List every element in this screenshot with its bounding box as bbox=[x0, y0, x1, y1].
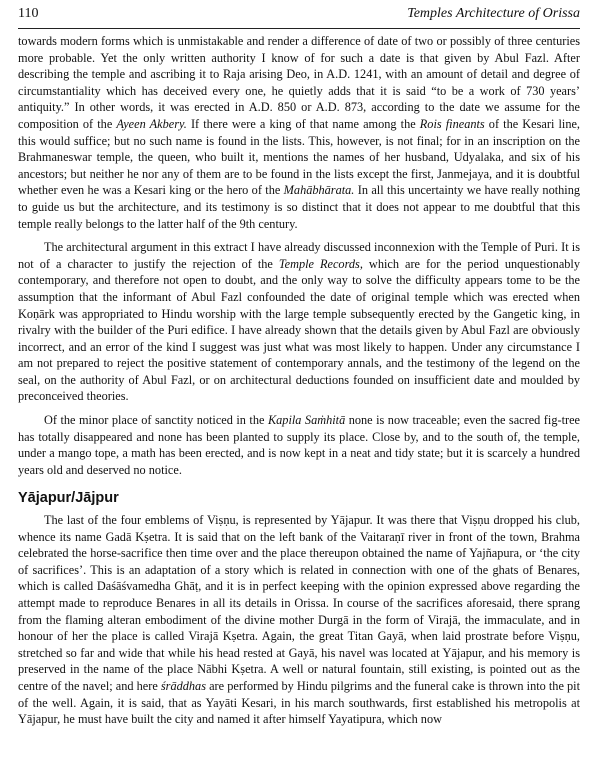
italic-text: Ayeen Akbery. bbox=[116, 116, 187, 131]
section-heading: Yājapur/Jājpur bbox=[18, 490, 119, 507]
running-head: Temples Architecture of Orissa bbox=[407, 6, 580, 21]
italic-text: Temple Records, bbox=[278, 256, 363, 271]
italic-text: Kapila Saṁhitā bbox=[267, 413, 346, 428]
page-body bbox=[18, 33, 580, 735]
text-run: The last of the four emblems of Viṣṇu, is represented by Yājapur. It was there that Viṣṇu dropped his club, whence its name Gadā Kṣetra. It is said that on the left bank of the Vaitaraṇī river in front of the town, Brahma celebrated the horse-sacrifice then time over and the place thereupon obtained the name of Yajñapura, or ‘the city of sacrifices’. This is an adaptation of a story which is related in connection with one of the ghats of Benares, which is called Daśāśvamedha Ghāṭ, and it is in perfect keeping with the opinion expressed above regarding the attempt made to reproduce Benares in all its details in Orissa. In course of the sacrifices aforesaid, there sprang from the flaming alteran embodiment of the divine mother Durgā in the form of Virajā, the immaculate, and in honour of her the place is called Virajā Kṣetra. Again, the great Titan Gayā, when laid prostrate before Viṣṇu, stretched so far and wide that while his head rested at Gayā, his navel was located at Yājapur, and his memory is preserved in the name of the place Nābhi Kṣetra. A well or natural fountain, still existing, is pointed out as the centre of the navel; and here bbox=[18, 513, 580, 693]
paragraph bbox=[18, 239, 580, 405]
italic-text: Rois fineants bbox=[419, 116, 485, 131]
text-run: of the Kesari line, this would suffice; but no such name is found in the lists. This, however, is not final; for in an inscription on the Brahmaneswar temple, the queen, who built it, mentions the names of her husband, Udyalaka, and six of his ancestors; but neither he nor any of them are to be found in the lists except the first, Janmejaya, and it is doubtful whether even he was a Kesari king or the hero of the bbox=[18, 116, 580, 198]
text-run: towards modern forms which is unmistakable and render a difference of date of two or possibly of three centuries more probable. Yet the only written authority I know of for such a date is that given by Abul Fazl. After describing the temple and ascribing it to Raja arising Deo, in A.D. 1241, with an amount of detail and degree of circumstantiality which has deceived every one, he quietly adds that it is said “to be a work of 730 years’ antiquity.” In other words, it was erected in A.D. 850 or A.D. 873, according to the date we assume for the composition of the bbox=[18, 34, 580, 131]
text-run: which are for the period unquestionably contemporary, and therefore not open to doubt, and the only way to solve the difficulty appears tome to be the assumption that the informant of Abul Fazl confounded the date of original temple which was erected when Koṇārk was appropriated to Hindu worship with the large temple subsequently erected by the Gangetic king, in rivalry with the builder of the Puri edifice. I have already shown that the details given by Abul Fazl are obviously incorrect, and an error of the kind I suggest was just what was most likely to happen. Under any circumstance I am not prepared to reject the positive statement of contemporary annals, and the testimony of the legend on the seal, on the authority of Abul Fazl, or on architectural deductions founded on insufficient date and moulded by preconceived theories. bbox=[18, 256, 580, 404]
italic-text: śrāddhas bbox=[160, 678, 206, 693]
intro-paragraphs bbox=[18, 33, 580, 478]
paragraph bbox=[18, 33, 580, 232]
page-number: 110 bbox=[18, 6, 39, 21]
paragraph bbox=[18, 412, 580, 478]
header-rule bbox=[18, 28, 580, 29]
italic-text: Mahābhārata. bbox=[283, 183, 355, 198]
text-run: none is now traceable; even the sacred fig-tree has totally disappeared and none has been planted to supply its place. Close by, and to the south of, the temple, under a mango tope, a math has been erected, and is now kept in a neat and tidy state; but it is scarcely a hundred years old and deserved no notice. bbox=[18, 413, 580, 477]
page-header bbox=[18, 6, 580, 26]
text-run: If there were a king of that name among the bbox=[186, 116, 420, 131]
text-run: The architectural argument in this extract I have already discussed inconnexion with the Temple of Puri. It is not of a character to justify the rejection of the bbox=[18, 240, 580, 271]
paragraph bbox=[18, 512, 580, 728]
section-paragraphs bbox=[18, 512, 580, 728]
text-run: Of the minor place of sanctity noticed in the bbox=[44, 413, 268, 428]
text-run: In all this uncertainty we have really nothing to guide us but the architecture, and its testimony is so distinct that it does not appear to me doubtful that this temple really belongs to the latter half of the 9th century. bbox=[18, 183, 581, 231]
text-run: are performed by Hindu pilgrims and the funeral cake is thrown into the pit of the well. Again, it is said, that as Yayāti Kesari, in his march southwards, first established his metropolis at Yājapur, he must have built the city and named it after himself Yayatipura, which now bbox=[18, 678, 580, 727]
